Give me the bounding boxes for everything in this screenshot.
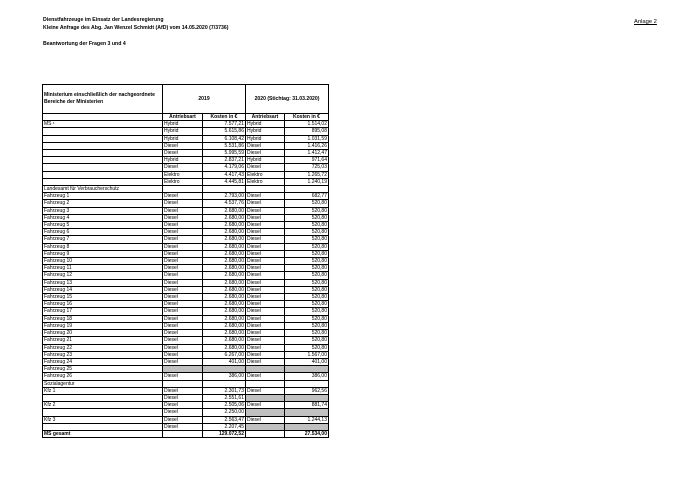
cell-antrieb-2020: Hybrid	[246, 121, 285, 128]
table-row	[43, 301, 329, 308]
cell-kosten-2020: 1.514,02	[285, 121, 329, 128]
cell-antrieb-2019: Diesel	[163, 279, 203, 286]
table-row	[43, 214, 329, 221]
table-row	[43, 416, 329, 423]
cell-kosten-2020: 682,77	[285, 193, 329, 200]
cell-label	[43, 128, 163, 135]
cell-kosten-2019: 2.680,00	[203, 322, 246, 329]
cell-antrieb-2020: Elektro	[246, 178, 285, 185]
cell-kosten-2020: 520,80	[285, 214, 329, 221]
cell-antrieb-2019: Diesel	[163, 229, 203, 236]
cell-label: Fahrzeug 3	[43, 207, 163, 214]
cell-label	[43, 142, 163, 149]
cell-label: Fahrzeug 25	[43, 366, 163, 373]
cell-kosten-2019: 5.531,86	[203, 142, 246, 149]
cell-kosten-2019: 2.680,00	[203, 265, 246, 272]
cell-kosten-2020: 520,80	[285, 236, 329, 243]
table-row	[43, 337, 329, 344]
cell-kosten-2020: 520,80	[285, 330, 329, 337]
doc-title: Dienstfahrzeuge im Einsatz der Landesregierung	[43, 17, 164, 23]
cell-label: Landesamt für Verbraucherschutz	[43, 186, 163, 193]
cell-antrieb-2020: Diesel	[246, 250, 285, 257]
cell-label: Fahrzeug 10	[43, 258, 163, 265]
cell-antrieb-2019: Diesel	[163, 236, 203, 243]
cell-kosten-2020: 520,80	[285, 308, 329, 315]
cell-label	[43, 164, 163, 171]
cell-kosten-2019: 2.680,00	[203, 308, 246, 315]
cell-antrieb-2020: Diesel	[246, 358, 285, 365]
cell-kosten-2019: 2.680,00	[203, 337, 246, 344]
table-row	[43, 344, 329, 351]
doc-subtitle: Kleine Anfrage des Abg. Jan Wenzel Schmidt (AfD) vom 14.05.2020 (7/3736)	[43, 25, 229, 31]
cell-kosten-2019: 6.108,42	[203, 135, 246, 142]
cell-label	[43, 171, 163, 178]
cell-kosten-2019: 5.995,59	[203, 150, 246, 157]
cell-kosten-2019: 2.680,00	[203, 207, 246, 214]
cell-antrieb-2020: Diesel	[246, 344, 285, 351]
cell-kosten-2019: 386,00	[203, 373, 246, 380]
cell-kosten-2020: 520,80	[285, 279, 329, 286]
cell-antrieb-2020: Diesel	[246, 258, 285, 265]
subheader-empty	[43, 114, 163, 121]
table-row	[43, 358, 329, 365]
cell-antrieb-2019: Diesel	[163, 308, 203, 315]
table-row	[43, 351, 329, 358]
cell-antrieb-2020: Elektro	[246, 171, 285, 178]
cell-antrieb-2019: Diesel	[163, 272, 203, 279]
cell-kosten-2020: 1.244,13	[285, 416, 329, 423]
cell-kosten-2020: 520,80	[285, 294, 329, 301]
cell-antrieb-2019: Diesel	[163, 142, 203, 149]
attachment-label: Anlage 2	[634, 19, 657, 25]
table-row	[43, 250, 329, 257]
table-row	[43, 150, 329, 157]
cell-antrieb-2020: Hybrid	[246, 135, 285, 142]
cell-kosten-2020: 1.416,26	[285, 142, 329, 149]
cell-antrieb-2019	[163, 380, 203, 387]
cell-kosten-2020: 520,80	[285, 200, 329, 207]
cell-kosten-2019: 2.680,00	[203, 243, 246, 250]
cell-kosten-2019: 2.680,00	[203, 279, 246, 286]
table-row	[43, 387, 329, 394]
cell-antrieb-2019: Diesel	[163, 387, 203, 394]
cell-kosten-2020: 962,56	[285, 387, 329, 394]
cell-kosten-2020: 520,80	[285, 344, 329, 351]
cell-kosten-2019: 6.267,00	[203, 351, 246, 358]
cell-antrieb-2019: Diesel	[163, 243, 203, 250]
table-row	[43, 128, 329, 135]
total-label: MS gesamt	[43, 430, 163, 437]
cell-antrieb-2019: Diesel	[163, 373, 203, 380]
cell-label: Fahrzeug 14	[43, 286, 163, 293]
cell-kosten-2020: 520,80	[285, 301, 329, 308]
cell-kosten-2019: 2.680,00	[203, 214, 246, 221]
cell-antrieb-2020: Diesel	[246, 222, 285, 229]
cell-antrieb-2020: Diesel	[246, 351, 285, 358]
cell-antrieb-2020: Diesel	[246, 322, 285, 329]
cell-antrieb-2019: Diesel	[163, 416, 203, 423]
cell-kosten-2019: 2.680,00	[203, 272, 246, 279]
cell-antrieb-2019: Diesel	[163, 301, 203, 308]
cell-label: Fahrzeug 19	[43, 322, 163, 329]
cell-antrieb-2019: Hybrid	[163, 135, 203, 142]
table-row	[43, 193, 329, 200]
cell-antrieb-2019: Diesel	[163, 265, 203, 272]
cell-kosten-2020: 520,80	[285, 265, 329, 272]
cell-antrieb-2019: Hybrid	[163, 128, 203, 135]
cell-label	[43, 135, 163, 142]
cell-kosten-2020: 520,80	[285, 243, 329, 250]
cell-antrieb-2019: Diesel	[163, 258, 203, 265]
cell-label	[43, 157, 163, 164]
table-row	[43, 279, 329, 286]
table-subheader-row	[43, 114, 329, 121]
cell-kosten-2020	[285, 409, 329, 416]
cell-kosten-2019: 2.680,00	[203, 315, 246, 322]
cell-kosten-2020: 386,00	[285, 373, 329, 380]
cell-antrieb-2020: Diesel	[246, 402, 285, 409]
cell-antrieb-2020: Diesel	[246, 272, 285, 279]
cell-kosten-2019: 2.680,00	[203, 222, 246, 229]
cell-kosten-2020: 1.265,72	[285, 171, 329, 178]
cell-label: Fahrzeug 24	[43, 358, 163, 365]
cell-antrieb-2020: Diesel	[246, 193, 285, 200]
cell-antrieb-2019: Diesel	[163, 337, 203, 344]
cell-antrieb-2019	[163, 186, 203, 193]
subheader-antrieb-2020: Antriebsart	[246, 114, 285, 121]
cell-kosten-2020: 520,80	[285, 222, 329, 229]
subheader-kosten-2020: Kosten in €	[285, 114, 329, 121]
table-row	[43, 200, 329, 207]
cell-label: Fahrzeug 18	[43, 315, 163, 322]
table-row	[43, 171, 329, 178]
cell-label: Fahrzeug 26	[43, 373, 163, 380]
table-row	[43, 222, 329, 229]
table-row	[43, 322, 329, 329]
cell-antrieb-2019: Diesel	[163, 402, 203, 409]
cell-kosten-2020: 725,03	[285, 164, 329, 171]
cell-kosten-2020: 520,80	[285, 337, 329, 344]
total-empty-1	[163, 430, 203, 437]
cell-kosten-2019: 7.577,21	[203, 121, 246, 128]
total-kosten-2019: 129.072,52	[203, 430, 246, 437]
table-row	[43, 258, 329, 265]
cell-antrieb-2019: Elektro	[163, 171, 203, 178]
cell-antrieb-2019	[163, 366, 203, 373]
total-empty-2	[246, 430, 285, 437]
table-row	[43, 265, 329, 272]
cell-kosten-2019: 2.793,00	[203, 193, 246, 200]
subheader-kosten-2019: Kosten in €	[203, 114, 246, 121]
cell-antrieb-2019: Diesel	[163, 351, 203, 358]
cell-kosten-2019	[203, 380, 246, 387]
cell-label	[43, 409, 163, 416]
cell-kosten-2020: 1.412,47	[285, 150, 329, 157]
cell-label: Fahrzeug 4	[43, 214, 163, 221]
cell-kosten-2019: 5.615,86	[203, 128, 246, 135]
cell-kosten-2019: 2.680,00	[203, 344, 246, 351]
cell-label: Kfz 3	[43, 416, 163, 423]
cell-label: Fahrzeug 21	[43, 337, 163, 344]
header-ministry: Ministerium einschließlich der nachgeordnete Bereiche der Ministerien	[43, 85, 163, 114]
cell-kosten-2019: 2.505,06	[203, 402, 246, 409]
header-2020: 2020 (Stichtag: 31.03.2020)	[246, 85, 329, 114]
cell-kosten-2019: 2.551,61	[203, 394, 246, 401]
cell-antrieb-2020	[246, 366, 285, 373]
cell-kosten-2019: 2.680,00	[203, 294, 246, 301]
cell-kosten-2019: 2.680,00	[203, 250, 246, 257]
table-row	[43, 308, 329, 315]
table-row	[43, 286, 329, 293]
cell-kosten-2020: 1.031,59	[285, 135, 329, 142]
header-2019: 2019	[163, 85, 246, 114]
cell-label: Fahrzeug 22	[43, 344, 163, 351]
cell-label: Fahrzeug 9	[43, 250, 163, 257]
cell-antrieb-2020	[246, 409, 285, 416]
cell-kosten-2019: 2.563,47	[203, 416, 246, 423]
cell-antrieb-2020: Diesel	[246, 236, 285, 243]
cell-kosten-2020: 520,80	[285, 207, 329, 214]
cell-kosten-2020	[285, 186, 329, 193]
cell-kosten-2020: 1.567,00	[285, 351, 329, 358]
table-row	[43, 229, 329, 236]
cell-antrieb-2020: Diesel	[246, 207, 285, 214]
total-kosten-2020: 27.534,00	[285, 430, 329, 437]
cell-antrieb-2020: Diesel	[246, 337, 285, 344]
cell-antrieb-2020: Diesel	[246, 164, 285, 171]
cell-label: Fahrzeug 6	[43, 229, 163, 236]
cell-kosten-2020: 401,00	[285, 358, 329, 365]
subheader-antrieb-2019: Antriebsart	[163, 114, 203, 121]
cell-label: MS ¹	[43, 121, 163, 128]
cell-antrieb-2019: Diesel	[163, 250, 203, 257]
cell-kosten-2019: 4.417,43	[203, 171, 246, 178]
cell-label	[43, 394, 163, 401]
cell-antrieb-2020: Diesel	[246, 142, 285, 149]
cell-antrieb-2019: Diesel	[163, 150, 203, 157]
cell-antrieb-2019: Diesel	[163, 200, 203, 207]
vehicle-cost-table	[42, 84, 329, 438]
cell-kosten-2019: 2.250,00	[203, 409, 246, 416]
table-row	[43, 243, 329, 250]
cell-label: Fahrzeug 13	[43, 279, 163, 286]
cell-antrieb-2019: Hybrid	[163, 157, 203, 164]
cell-kosten-2020	[285, 394, 329, 401]
table-row	[43, 157, 329, 164]
cell-antrieb-2020: Diesel	[246, 315, 285, 322]
cell-antrieb-2020: Diesel	[246, 301, 285, 308]
cell-kosten-2019	[203, 186, 246, 193]
cell-kosten-2020: 881,74	[285, 402, 329, 409]
cell-antrieb-2020: Diesel	[246, 294, 285, 301]
table-row	[43, 236, 329, 243]
cell-antrieb-2020: Diesel	[246, 265, 285, 272]
cell-antrieb-2019: Diesel	[163, 164, 203, 171]
cell-label: Fahrzeug 5	[43, 222, 163, 229]
cell-antrieb-2019: Diesel	[163, 423, 203, 430]
cell-antrieb-2019: Diesel	[163, 344, 203, 351]
cell-kosten-2019: 4.445,81	[203, 178, 246, 185]
cell-antrieb-2020: Diesel	[246, 416, 285, 423]
section-row	[43, 380, 329, 387]
cell-kosten-2019: 2.301,73	[203, 387, 246, 394]
table-row	[43, 207, 329, 214]
cell-label: Fahrzeug 12	[43, 272, 163, 279]
section-row	[43, 186, 329, 193]
table-row	[43, 373, 329, 380]
table-row	[43, 121, 329, 128]
table-row	[43, 409, 329, 416]
cell-label	[43, 178, 163, 185]
cell-antrieb-2020	[246, 423, 285, 430]
cell-kosten-2020: 971,64	[285, 157, 329, 164]
cell-kosten-2020: 520,80	[285, 258, 329, 265]
table-header-row	[43, 85, 329, 114]
cell-kosten-2019: 2.207,45	[203, 423, 246, 430]
cell-label: Fahrzeug 15	[43, 294, 163, 301]
cell-kosten-2019: 2.680,00	[203, 229, 246, 236]
cell-antrieb-2019: Diesel	[163, 315, 203, 322]
cell-label: Fahrzeug 2	[43, 200, 163, 207]
cell-kosten-2019: 401,00	[203, 358, 246, 365]
cell-label: Fahrzeug 23	[43, 351, 163, 358]
doc-section-heading: Beantwortung der Fragen 3 und 4	[43, 41, 126, 47]
cell-kosten-2020: 520,80	[285, 229, 329, 236]
cell-kosten-2020: 520,80	[285, 286, 329, 293]
cell-antrieb-2020: Diesel	[246, 330, 285, 337]
cell-antrieb-2020: Diesel	[246, 243, 285, 250]
cell-kosten-2019: 4.179,06	[203, 164, 246, 171]
cell-antrieb-2019: Elektro	[163, 178, 203, 185]
cell-antrieb-2020: Diesel	[246, 150, 285, 157]
cell-antrieb-2020: Diesel	[246, 286, 285, 293]
cell-label: Fahrzeug 7	[43, 236, 163, 243]
cell-antrieb-2020: Diesel	[246, 387, 285, 394]
cell-antrieb-2019: Diesel	[163, 294, 203, 301]
cell-kosten-2019	[203, 366, 246, 373]
table-row	[43, 178, 329, 185]
cell-antrieb-2020: Hybrid	[246, 128, 285, 135]
cell-kosten-2020: 895,08	[285, 128, 329, 135]
cell-kosten-2020	[285, 380, 329, 387]
cell-kosten-2020: 520,80	[285, 322, 329, 329]
cell-antrieb-2019: Diesel	[163, 222, 203, 229]
cell-kosten-2019: 2.680,00	[203, 301, 246, 308]
cell-antrieb-2020	[246, 186, 285, 193]
cell-label: Fahrzeug 17	[43, 308, 163, 315]
table-row	[43, 272, 329, 279]
cell-label: Fahrzeug 1	[43, 193, 163, 200]
cell-antrieb-2019: Diesel	[163, 214, 203, 221]
cell-antrieb-2020: Diesel	[246, 229, 285, 236]
cell-kosten-2020: 1.240,19	[285, 178, 329, 185]
cell-antrieb-2019: Diesel	[163, 330, 203, 337]
cell-antrieb-2019: Hybrid	[163, 121, 203, 128]
table-row	[43, 294, 329, 301]
table-row	[43, 394, 329, 401]
cell-kosten-2019: 2.680,00	[203, 258, 246, 265]
cell-label: Fahrzeug 16	[43, 301, 163, 308]
cell-label: Kfz 2	[43, 402, 163, 409]
cell-kosten-2019: 2.680,00	[203, 236, 246, 243]
table-row	[43, 330, 329, 337]
cell-antrieb-2020: Diesel	[246, 200, 285, 207]
cell-label	[43, 150, 163, 157]
cell-kosten-2019: 2.680,00	[203, 286, 246, 293]
cell-kosten-2020: 520,80	[285, 250, 329, 257]
table-row	[43, 142, 329, 149]
cell-antrieb-2019: Diesel	[163, 322, 203, 329]
cell-label: Fahrzeug 8	[43, 243, 163, 250]
cell-antrieb-2019: Diesel	[163, 409, 203, 416]
cell-kosten-2020	[285, 423, 329, 430]
table-row	[43, 402, 329, 409]
cell-antrieb-2020: Diesel	[246, 373, 285, 380]
cell-antrieb-2019: Diesel	[163, 207, 203, 214]
cell-antrieb-2020	[246, 394, 285, 401]
cell-label	[43, 423, 163, 430]
cell-antrieb-2020	[246, 380, 285, 387]
cell-kosten-2020	[285, 366, 329, 373]
cell-label: Kfz 1	[43, 387, 163, 394]
cell-kosten-2020: 520,80	[285, 315, 329, 322]
cell-antrieb-2020: Diesel	[246, 279, 285, 286]
cell-kosten-2019: 2.837,21	[203, 157, 246, 164]
cell-antrieb-2019: Diesel	[163, 193, 203, 200]
table-row	[43, 135, 329, 142]
table-row	[43, 366, 329, 373]
cell-antrieb-2019: Diesel	[163, 394, 203, 401]
cell-kosten-2019: 4.537,76	[203, 200, 246, 207]
cell-antrieb-2020: Diesel	[246, 308, 285, 315]
table-row	[43, 315, 329, 322]
cell-antrieb-2019: Diesel	[163, 358, 203, 365]
cell-kosten-2019: 2.680,00	[203, 330, 246, 337]
cell-antrieb-2020: Hybrid	[246, 157, 285, 164]
cell-kosten-2020: 520,80	[285, 272, 329, 279]
cell-label: Fahrzeug 11	[43, 265, 163, 272]
cell-label: Sozialagentur	[43, 380, 163, 387]
total-row	[43, 430, 329, 437]
cell-antrieb-2019: Diesel	[163, 286, 203, 293]
cell-label: Fahrzeug 20	[43, 330, 163, 337]
table-row	[43, 164, 329, 171]
table-row	[43, 423, 329, 430]
cell-antrieb-2020: Diesel	[246, 214, 285, 221]
